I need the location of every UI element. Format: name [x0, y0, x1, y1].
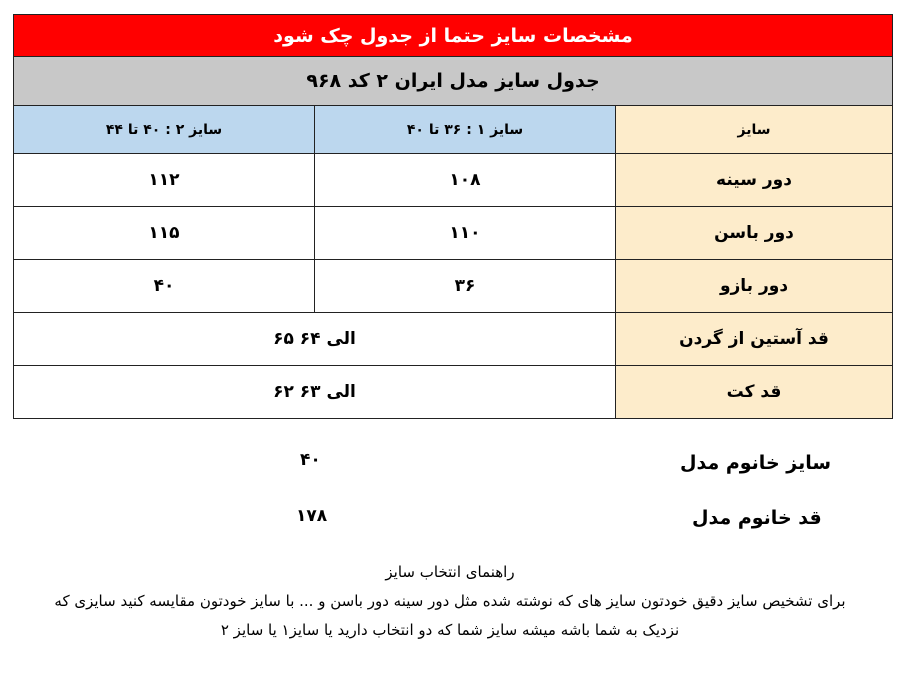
chest-label: دور سینه — [616, 154, 893, 207]
table-row — [14, 154, 893, 207]
model-size-value: ۴۰ — [300, 450, 321, 470]
guide-heading: راهنمای انتخاب سایز — [385, 563, 515, 581]
arm-size2: ۴۰ — [14, 260, 315, 313]
coat-length-value: ۶۲ الی ۶۳ — [14, 366, 616, 419]
header-size2: سایز ۲ : ۴۰ تا ۴۴ — [14, 106, 315, 154]
model-height-label: قد خانوم مدل — [692, 507, 822, 529]
sleeve-length-label: قد آستین از گردن — [616, 313, 893, 366]
hip-size1: ۱۱۰ — [315, 207, 616, 260]
header-size1: سایز ۱ : ۳۶ تا ۴۰ — [315, 106, 616, 154]
hip-size2: ۱۱۵ — [14, 207, 315, 260]
arm-label: دور بازو — [616, 260, 893, 313]
guide-line-1: برای تشخیص سایز دقیق خودتون سایز های که نوشته شده مثل دور سینه دور باسن و ... با سایز خودتون مقایسه کنید سایزی که — [54, 592, 846, 610]
arm-size1: ۳۶ — [315, 260, 616, 313]
table-title: مشخصات سایز حتما از جدول چک شود — [14, 15, 893, 57]
guide-line-2: نزدیک به شما باشه میشه سایز شما که دو انتخاب دارید یا سایز۱ یا سایز ۲ — [220, 621, 680, 639]
chest-size2: ۱۱۲ — [14, 154, 315, 207]
size-table — [13, 14, 893, 419]
coat-length-label: قد کت — [616, 366, 893, 419]
model-height-value: ۱۷۸ — [296, 506, 328, 526]
header-label: سایز — [616, 106, 893, 154]
table-row — [14, 207, 893, 260]
model-size-label: سایز خانوم مدل — [680, 452, 832, 474]
chest-size1: ۱۰۸ — [315, 154, 616, 207]
hip-label: دور باسن — [616, 207, 893, 260]
table-row — [14, 260, 893, 313]
size-guide — [10, 558, 890, 645]
table-subtitle: جدول سایز مدل ایران ۲ کد ۹۶۸ — [14, 57, 893, 106]
table-row — [14, 313, 893, 366]
sleeve-length-value: ۶۵ الی ۶۴ — [14, 313, 616, 366]
table-row — [14, 366, 893, 419]
